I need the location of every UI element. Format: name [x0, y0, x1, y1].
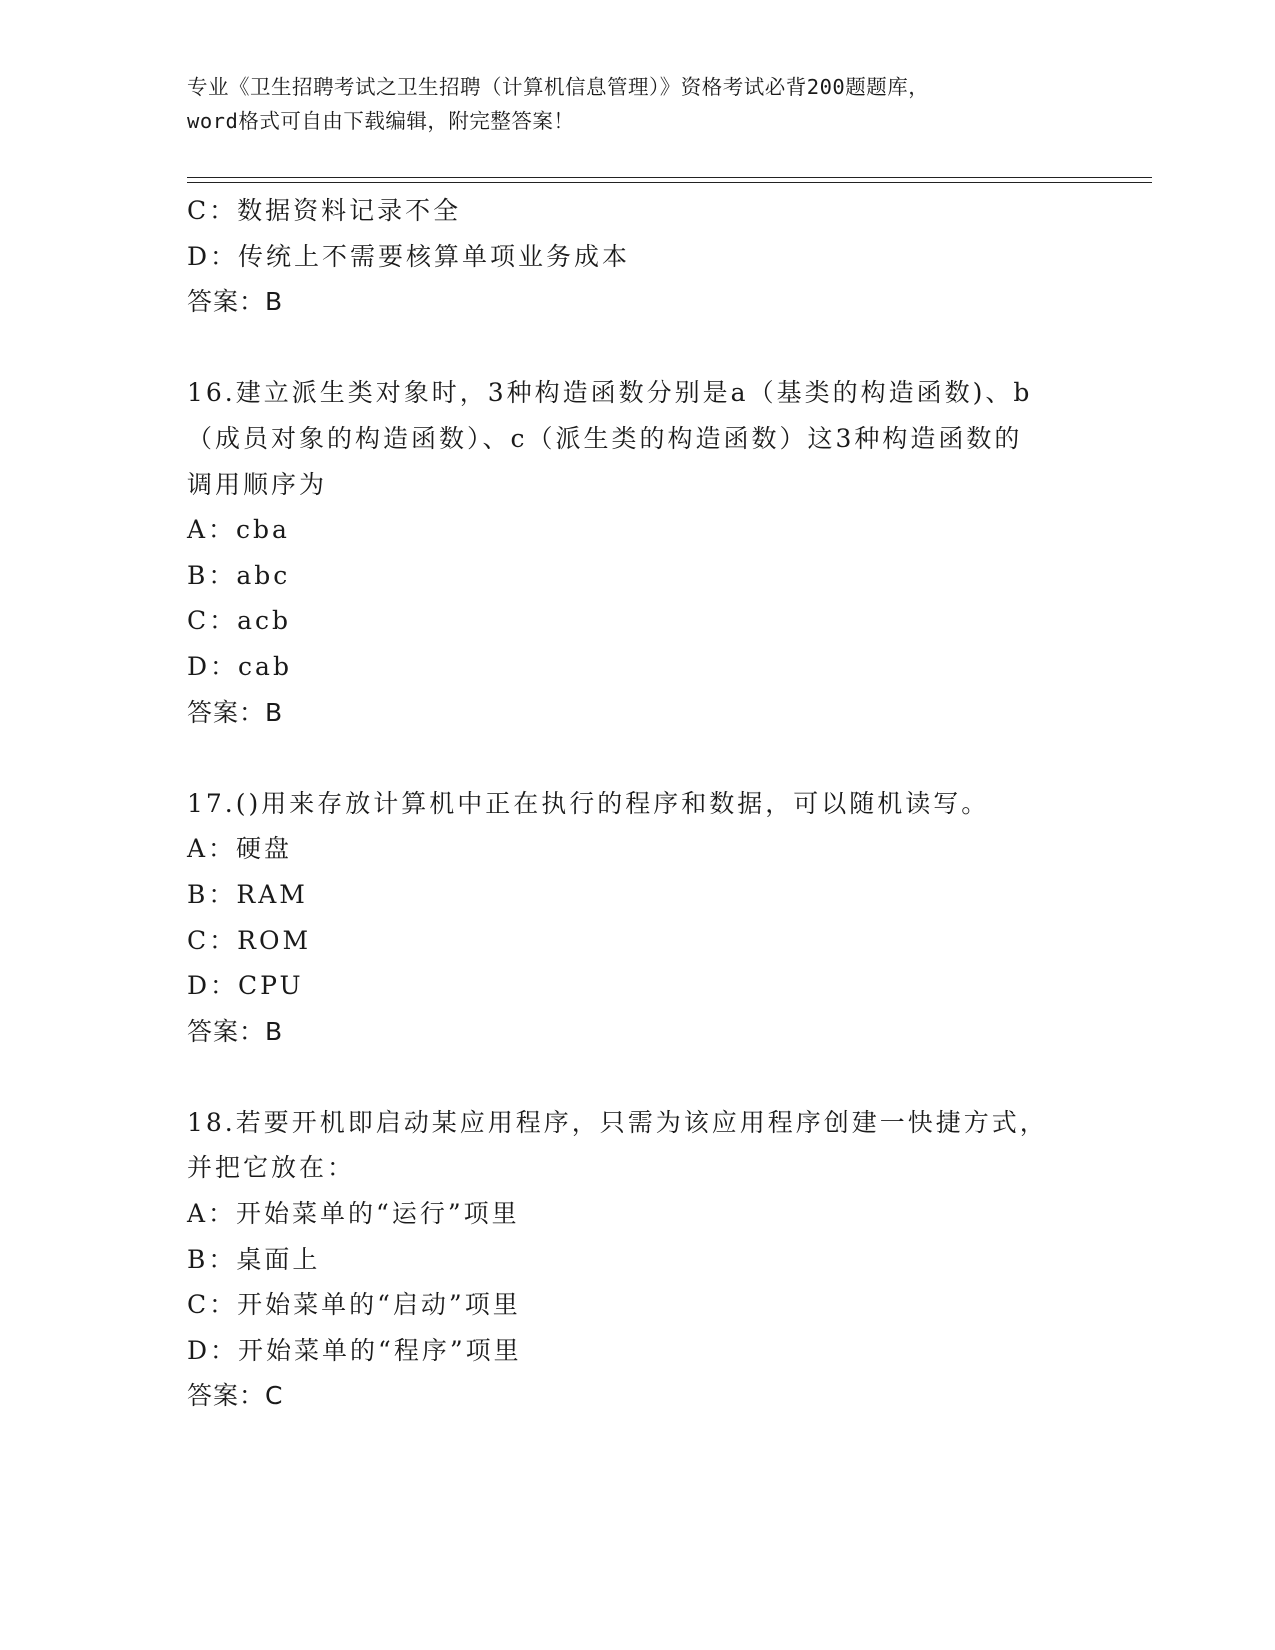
question-text: 并把它放在： [187, 1153, 356, 1183]
question-text: 17.()用来存放计算机中正在执行的程序和数据，可以随机读写。 [187, 788, 990, 818]
option-line: C：acb [187, 606, 292, 636]
option-line: B：abc [187, 560, 291, 590]
question-block-15 [187, 188, 1087, 325]
question-text: 16.建立派生类对象时，3种构造函数分别是a（基类的构造函数)、b [187, 378, 1033, 408]
answer-line: 答案：B [187, 1016, 284, 1046]
answer-line: 答案：B [187, 287, 284, 317]
block-spacer [187, 325, 1087, 371]
answer-line: 答案：B [187, 697, 284, 727]
option-line: A：开始菜单的“运行”项里 [187, 1199, 520, 1229]
question-block-17 [187, 781, 1087, 1055]
question-text: （成员对象的构造函数）、c（派生类的构造函数）这3种构造函数的 [187, 423, 1023, 453]
option-line: B：桌面上 [187, 1244, 321, 1274]
header-line-2: word格式可自由下载编辑，附完整答案！ [187, 109, 575, 133]
block-spacer [187, 735, 1087, 781]
option-line: D：开始菜单的“程序”项里 [187, 1335, 522, 1365]
option-line: B：RAM [187, 879, 308, 909]
option-line: C：数据资料记录不全 [187, 196, 462, 225]
option-line: D：cab [187, 651, 292, 681]
option-line: C：开始菜单的“启动”项里 [187, 1290, 521, 1320]
option-line: A：硬盘 [187, 834, 293, 864]
question-block-18 [187, 1100, 1087, 1419]
question-text: 18.若要开机即启动某应用程序，只需为该应用程序创建一快捷方式， [187, 1107, 1048, 1137]
question-list [187, 188, 1087, 1419]
header-divider-top [187, 177, 1152, 178]
option-line: C：ROM [187, 925, 312, 955]
question-text: 调用顺序为 [187, 469, 328, 499]
option-line: D：传统上不需要核算单项业务成本 [187, 241, 631, 271]
header-line-1: 专业《卫生招聘考试之卫生招聘（计算机信息管理）》资格考试必背200题题库， [187, 75, 930, 99]
block-spacer [187, 1054, 1087, 1100]
option-line: D：CPU [187, 971, 304, 1001]
header-divider-bottom [187, 182, 1152, 183]
answer-line: 答案：C [187, 1381, 284, 1411]
question-block-16 [187, 370, 1087, 735]
document-header [187, 70, 1087, 138]
option-line: A：cba [187, 515, 290, 545]
